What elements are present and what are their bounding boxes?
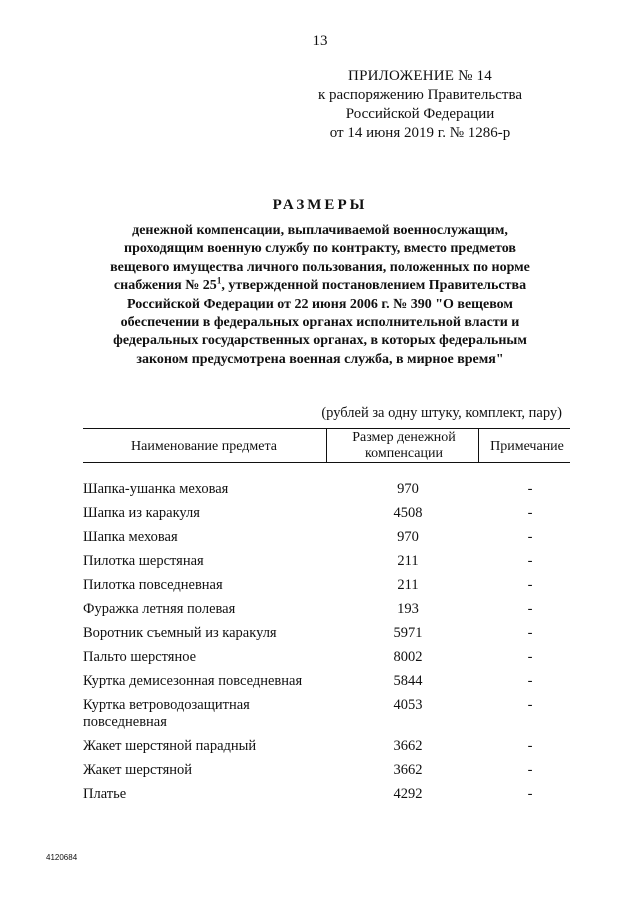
annex-line-3: от 14 июня 2019 г. № 1286-р (329, 125, 511, 141)
item-note: - (527, 786, 533, 802)
item-note: - (527, 738, 533, 754)
header-divider-2 (478, 428, 479, 462)
item-note: - (527, 649, 533, 665)
header-compensation (334, 430, 474, 462)
subtitle-line-4-end: , утвержденной постановлением Правительства (221, 278, 527, 294)
document-heading: РАЗМЕРЫ (272, 197, 368, 213)
item-name-line-1: Куртка ветроводозащитная (83, 697, 250, 713)
item-name: Пальто шерстяное (83, 649, 197, 665)
item-name-line-2: повседневная (83, 714, 167, 730)
item-name: Жакет шерстяной (83, 762, 193, 778)
item-name: Пилотка повседневная (83, 577, 223, 593)
header-divider-1 (326, 428, 327, 462)
item-value: 4508 (393, 505, 423, 521)
subtitle-line-8: законом предусмотрена военная служба, в мирное время" (136, 351, 504, 367)
item-value: 8002 (393, 649, 423, 665)
item-note: - (527, 762, 533, 778)
header-name: Наименование предмета (131, 439, 277, 454)
document-code: 4120684 (46, 853, 78, 862)
units-note: (рублей за одну штуку, комплект, пару) (321, 405, 562, 421)
item-name: Фуражка летняя полевая (83, 601, 236, 617)
item-value: 970 (397, 481, 419, 497)
item-value: 4292 (393, 786, 423, 802)
item-value: 3662 (393, 738, 423, 754)
subtitle-line-4 (92, 277, 548, 295)
item-note: - (527, 553, 533, 569)
subtitle-line-7: федеральных государственных органах, в которых федеральным (113, 333, 527, 349)
item-name: Воротник съемный из каракуля (83, 625, 277, 641)
annex-line-1: к распоряжению Правительства (317, 87, 522, 103)
item-value: 3662 (393, 762, 423, 778)
item-note: - (527, 673, 533, 689)
item-note: - (527, 529, 533, 545)
superscript-mark: 1 (216, 275, 222, 286)
item-name: Куртка демисезонная повседневная (83, 673, 303, 689)
item-value: 5971 (393, 625, 423, 641)
header-compensation-line-2: компенсации (365, 446, 443, 461)
item-name: Шапка меховая (83, 529, 178, 545)
subtitle-line-5: Российской Федерации от 22 июня 2006 г. № 390 "О вещевом (127, 296, 513, 312)
item-name: Платье (83, 786, 127, 802)
subtitle-line-3: вещевого имущества личного пользования, положенных по норме (110, 259, 530, 275)
item-note: - (527, 577, 533, 593)
subtitle-line-1: денежной компенсации, выплачиваемой военнослужащим, (132, 223, 508, 238)
subtitle-line-4-start: снабжения № 25 (113, 278, 217, 294)
item-note: - (527, 481, 533, 497)
annex-block (290, 67, 550, 143)
item-note: - (527, 697, 533, 713)
annex-title: ПРИЛОЖЕНИЕ № 14 (348, 68, 492, 84)
item-value: 4053 (393, 697, 423, 713)
item-value: 211 (397, 553, 419, 569)
item-value: 5844 (393, 673, 423, 689)
item-name: Жакет шерстяной парадный (83, 738, 257, 754)
item-value: 970 (397, 529, 419, 545)
item-note: - (527, 601, 533, 617)
item-name (83, 697, 323, 731)
page-number: 13 (312, 33, 328, 49)
subtitle-line-2: проходящим военную службу по контракту, вместо предметов (124, 241, 516, 257)
item-note: - (527, 505, 533, 521)
table-header-bottom-border (83, 462, 570, 463)
annex-line-2: Российской Федерации (345, 106, 495, 122)
subtitle-line-6: обеспечении в федеральных органах исполнительной власти и (120, 315, 520, 331)
item-value: 193 (397, 601, 419, 617)
item-name: Пилотка шерстяная (83, 553, 204, 569)
item-value: 211 (397, 577, 419, 593)
item-name: Шапка-ушанка меховая (83, 481, 229, 497)
document-subtitle (92, 222, 548, 369)
item-note: - (527, 625, 533, 641)
header-compensation-line-1: Размер денежной (352, 430, 456, 445)
item-name: Шапка из каракуля (83, 505, 200, 521)
header-note: Примечание (490, 439, 564, 454)
